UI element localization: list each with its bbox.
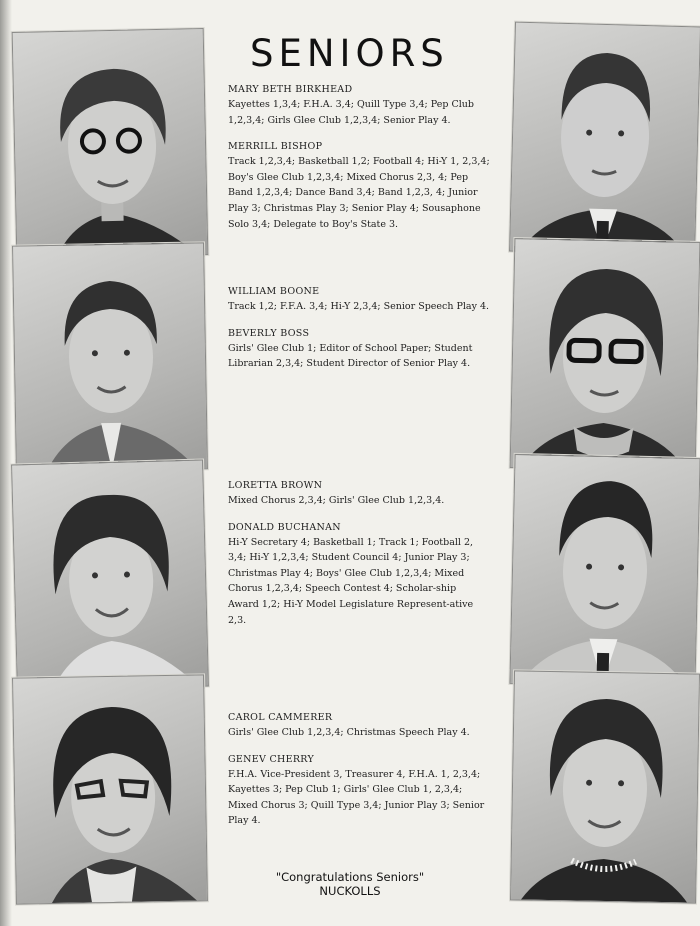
portrait-photo-donald-buchanan xyxy=(509,454,700,688)
senior-name: MERRILL BISHOP xyxy=(228,141,323,153)
portrait-photo-loretta-brown xyxy=(11,460,209,692)
senior-name: DONALD BUCHANAN xyxy=(228,521,341,533)
portrait-photo-merrill-bishop xyxy=(509,22,700,257)
page-title: SENIORS xyxy=(250,32,449,75)
portrait-photo-william-boone xyxy=(12,242,208,472)
senior-activities: Kayettes 1,3,4; F.H.A. 3,4; Quill Type 3,4; Pep Club 1,2,3,4; Girls Glee Club 1,2,3,4; Senior Play 4. xyxy=(228,99,474,126)
senior-activities: F.H.A. Vice-President 3, Treasurer 4, F.H.A. 1, 2,3,4; Kayettes 3; Pep Club 1; Girls' Glee Club 1, 2,3,4; Mixed Chorus 3; Quill Type 3,4; Junior Play 3; Senior Play 4. xyxy=(228,768,485,827)
senior-entry-group-4 xyxy=(228,712,490,829)
senior-activities: Mixed Chorus 2,3,4; Girls' Glee Club 1,2,3,4. xyxy=(228,495,445,506)
portrait-photo-carol-cammerer xyxy=(12,674,208,904)
footer-slogan: "Congratulations Seniors" xyxy=(275,870,425,884)
senior-name: BEVERLY BOSS xyxy=(228,327,310,339)
senior-name: MARY BETH BIRKHEAD xyxy=(228,84,353,95)
portrait-photo-genev-cherry xyxy=(510,670,700,903)
senior-entry-group-2 xyxy=(228,286,490,372)
footer-sponsor: NUCKOLLS xyxy=(319,884,381,898)
senior-activities: Track 1,2,3,4; Basketball 1,2; Football 4; Hi-Y 1, 2,3,4; Boy's Glee Club 1,2,3,4; Mixed Chorus 2,3, 4; Pep Band 1,2,3,4; Dance Band 3,4; Band 1,2,3, 4; Junior Play 3; Christmas Play 3; Senior Play 4; Sousaphone Solo 3,4; Delegate to Boy's State 3. xyxy=(228,156,490,230)
senior-name: CAROL CAMMERER xyxy=(228,712,333,723)
senior-activities: Girls' Glee Club 1; Editor of School Paper; Student Librarian 2,3,4; Student Director of Senior Play 4. xyxy=(228,342,473,370)
senior-name: LORETTA BROWN xyxy=(228,480,323,491)
senior-activities: Hi-Y Secretary 4; Basketball 1; Track 1; Football 2, 3,4; Hi-Y 1,2,3,4; Student Council 4; Junior Play 3; Christmas Play 4; Boys' Glee Club 1,2,3,4; Mixed Chorus 1,2,3,4; Speech Contest 4; Scholar-ship Award 1,2; Hi-Y Model Legislature Represent-ative 2,3. xyxy=(228,536,474,626)
advertiser-footer xyxy=(250,870,450,898)
portrait-photo-mary-beth-birkhead xyxy=(12,28,209,259)
senior-entry-group-1 xyxy=(228,84,490,232)
senior-entry-group-3 xyxy=(228,480,490,628)
senior-name: GENEV CHERRY xyxy=(228,753,315,765)
portrait-photo-beverly-boss xyxy=(510,238,700,472)
senior-name: WILLIAM BOONE xyxy=(228,286,320,297)
senior-activities: Track 1,2; F.F.A. 3,4; Hi-Y 2,3,4; Senior Speech Play 4. xyxy=(228,301,490,312)
page-binding-edge xyxy=(0,0,12,926)
senior-activities: Girls' Glee Club 1,2,3,4; Christmas Speech Play 4. xyxy=(228,727,470,738)
